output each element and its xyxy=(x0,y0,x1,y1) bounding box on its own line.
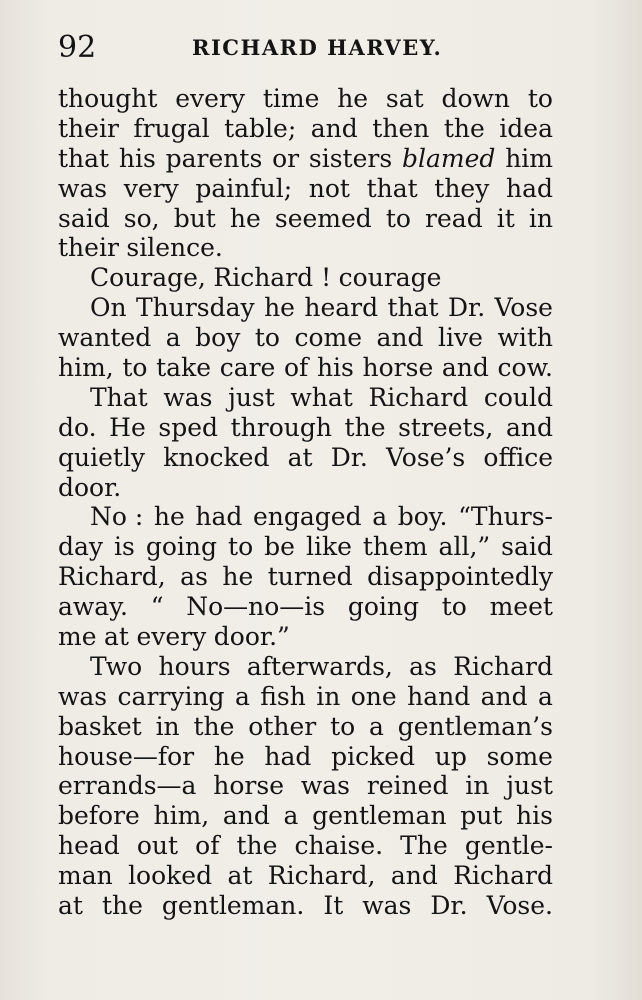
word: knocked xyxy=(163,442,270,472)
word: do. xyxy=(58,412,97,442)
word: the xyxy=(236,831,278,861)
word: that xyxy=(58,143,110,173)
word: that xyxy=(366,173,418,203)
word: was xyxy=(58,173,108,203)
word: horse xyxy=(362,353,434,383)
word: the xyxy=(443,113,485,143)
word: had xyxy=(264,741,312,771)
text-line xyxy=(58,263,553,293)
word: and xyxy=(222,801,270,831)
word: house—for xyxy=(58,741,195,771)
word: heard xyxy=(304,293,379,323)
word: as xyxy=(409,651,437,681)
word: he xyxy=(213,741,245,771)
word: could xyxy=(483,382,553,412)
word: his xyxy=(118,143,156,173)
word: at xyxy=(58,891,83,921)
word: a xyxy=(165,323,181,353)
word: gentle- xyxy=(464,831,553,861)
word: a xyxy=(369,711,384,741)
body-text xyxy=(58,84,553,921)
word: errands—a xyxy=(58,771,197,801)
word: so, xyxy=(123,203,160,233)
word: boy xyxy=(195,323,241,353)
word: and xyxy=(310,113,358,143)
word: engaged xyxy=(253,502,362,532)
text-line xyxy=(58,383,553,413)
word: hours xyxy=(158,651,231,681)
word: a xyxy=(372,502,388,532)
word: every xyxy=(136,622,207,652)
word: parents xyxy=(165,143,263,173)
word: He xyxy=(109,412,146,442)
word: was xyxy=(300,771,350,801)
word: to xyxy=(527,84,553,113)
word: meet xyxy=(489,592,553,622)
word: he xyxy=(153,502,185,532)
word: before xyxy=(58,801,140,831)
word: it xyxy=(496,203,515,233)
word: was xyxy=(163,382,213,412)
word: silence. xyxy=(126,233,223,263)
text-line xyxy=(58,532,553,562)
word: the xyxy=(193,711,235,741)
word: read xyxy=(425,203,483,233)
word: to xyxy=(385,203,411,233)
word: be xyxy=(264,532,295,562)
word: he xyxy=(222,562,254,592)
word: streets, xyxy=(398,412,494,442)
word: “Thurs- xyxy=(458,502,553,532)
word: picked xyxy=(331,741,416,771)
word: to xyxy=(330,711,356,741)
running-head: RICHARD HARVEY. xyxy=(192,35,443,60)
word: going xyxy=(347,592,420,622)
word: and xyxy=(376,323,424,353)
word: idea xyxy=(499,113,553,143)
word: all,” xyxy=(438,532,491,562)
word: hand xyxy=(407,681,471,711)
word: to xyxy=(254,323,280,353)
word: of xyxy=(283,353,309,383)
word: in xyxy=(528,203,553,233)
word: basket xyxy=(58,711,142,741)
word: disappointedly xyxy=(367,562,553,592)
text-line xyxy=(58,682,553,712)
word: at xyxy=(227,861,253,891)
word: Two xyxy=(90,651,143,681)
word: said xyxy=(58,203,110,233)
text-line xyxy=(58,562,553,592)
word: Richard xyxy=(453,861,553,891)
word: with xyxy=(497,323,553,353)
word: is xyxy=(114,532,135,562)
word: reined xyxy=(366,771,449,801)
word: up xyxy=(434,741,467,771)
text-line xyxy=(58,891,553,921)
word: to xyxy=(228,532,254,562)
page-number: 92 xyxy=(58,30,97,65)
word: Courage, xyxy=(90,263,206,293)
word: The xyxy=(400,831,448,861)
word: their xyxy=(58,233,119,263)
word: Richard ! xyxy=(213,263,332,293)
word: gentleman xyxy=(312,801,447,831)
word: me xyxy=(58,622,97,652)
word: carrying xyxy=(117,681,225,711)
word: live xyxy=(438,323,483,353)
text-line xyxy=(58,861,553,891)
text-line xyxy=(58,712,553,742)
word: but xyxy=(173,203,216,233)
word: sped xyxy=(158,412,218,442)
word: as xyxy=(180,562,208,592)
word: him, xyxy=(153,801,210,831)
word: was xyxy=(58,681,108,711)
word: gentleman. xyxy=(161,891,305,921)
word: Richard, xyxy=(58,562,166,592)
word: down xyxy=(441,84,511,113)
word: a xyxy=(283,801,299,831)
word: what xyxy=(290,382,353,412)
word: said xyxy=(501,532,553,562)
word: the xyxy=(344,412,386,442)
word: put xyxy=(460,801,503,831)
word: Vose xyxy=(494,293,553,323)
text-line xyxy=(58,443,553,473)
word: at xyxy=(287,442,313,472)
word: looked xyxy=(128,861,213,891)
text-line xyxy=(58,114,553,144)
text-line xyxy=(58,473,553,503)
word: frugal xyxy=(133,113,210,143)
word: horse xyxy=(213,771,285,801)
word: That xyxy=(90,382,148,412)
word: and xyxy=(505,412,553,442)
word: not xyxy=(308,173,350,203)
text-line xyxy=(58,204,553,234)
page-header xyxy=(58,28,558,68)
word: just xyxy=(506,771,553,801)
word: very xyxy=(123,173,179,203)
word: going xyxy=(145,532,218,562)
word: It xyxy=(323,891,344,921)
word: he xyxy=(264,293,295,323)
word: his xyxy=(316,353,354,383)
word: seemed xyxy=(274,203,372,233)
text-line xyxy=(58,502,553,532)
word: one xyxy=(350,681,397,711)
word: then xyxy=(372,113,430,143)
word: in xyxy=(316,681,341,711)
word: care xyxy=(219,353,276,383)
text-line xyxy=(58,413,553,443)
word: Richard, xyxy=(267,861,376,891)
word: office xyxy=(483,442,553,472)
text-line xyxy=(58,801,553,831)
word: his xyxy=(515,801,553,831)
word: him, xyxy=(58,353,114,383)
text-line xyxy=(58,293,553,323)
word: had xyxy=(505,173,553,203)
text-line xyxy=(58,144,553,174)
text-line xyxy=(58,622,553,652)
word: of xyxy=(195,831,220,861)
word: afterwards, xyxy=(246,651,393,681)
word: boy. xyxy=(397,502,448,532)
text-line xyxy=(58,353,553,383)
word: wanted xyxy=(58,323,152,353)
word: No—no—is xyxy=(186,592,326,622)
word: door.” xyxy=(213,622,290,652)
word: had xyxy=(195,502,243,532)
text-line xyxy=(58,174,553,204)
word: painful; xyxy=(195,173,293,203)
word: at xyxy=(104,622,129,652)
text-line xyxy=(58,233,553,263)
word: their xyxy=(58,113,119,143)
word: in xyxy=(155,711,180,741)
word: them xyxy=(362,532,428,562)
word: and xyxy=(480,681,528,711)
word: just xyxy=(228,382,275,412)
word: he xyxy=(337,84,369,113)
word: a xyxy=(538,681,553,711)
word: turned xyxy=(267,562,353,592)
word: head xyxy=(58,831,120,861)
word: through xyxy=(230,412,332,442)
word: Vose’s xyxy=(386,442,466,472)
word: Vose. xyxy=(486,891,553,921)
word: Dr. xyxy=(430,891,468,921)
word: other xyxy=(248,711,317,741)
word: away. xyxy=(58,592,128,622)
text-line xyxy=(58,84,553,114)
text-line xyxy=(58,592,553,622)
word: out xyxy=(136,831,179,861)
word: On xyxy=(90,293,127,323)
word: that xyxy=(387,293,439,323)
text-line xyxy=(58,831,553,861)
word: table; xyxy=(224,113,297,143)
word: sat xyxy=(385,84,424,113)
word: the xyxy=(101,891,143,921)
word: courage xyxy=(338,263,442,293)
word: cow. xyxy=(497,353,553,383)
word: fish xyxy=(260,681,306,711)
word: take xyxy=(156,353,212,383)
word: quietly xyxy=(58,442,146,472)
text-line xyxy=(58,323,553,353)
word: to xyxy=(441,592,467,622)
word: every xyxy=(175,84,246,113)
word: Richard xyxy=(453,651,553,681)
word: time xyxy=(262,84,320,113)
word: some xyxy=(486,741,553,771)
word: thought xyxy=(58,84,158,113)
text-line xyxy=(58,742,553,772)
word: Thursday xyxy=(135,293,255,323)
word: to xyxy=(122,353,148,383)
word: chaise. xyxy=(294,831,384,861)
word: Dr. xyxy=(447,293,486,323)
word: and xyxy=(441,353,489,383)
word: and xyxy=(390,861,438,891)
word: he xyxy=(229,203,261,233)
word: man xyxy=(58,861,113,891)
text-line xyxy=(58,652,553,682)
word: like xyxy=(305,532,352,562)
word: come xyxy=(294,323,363,353)
text-line xyxy=(58,771,553,801)
word: Dr. xyxy=(330,442,368,472)
word: day xyxy=(58,532,104,562)
word: him xyxy=(505,143,553,173)
word: door. xyxy=(58,472,122,502)
word: Richard xyxy=(368,382,469,412)
word: gentleman’s xyxy=(397,711,553,741)
word: No : xyxy=(90,502,144,532)
word: they xyxy=(434,173,490,203)
word: or xyxy=(272,143,300,173)
word: sisters xyxy=(308,143,393,173)
word: a xyxy=(234,681,250,711)
word: “ xyxy=(150,592,164,622)
word: in xyxy=(465,771,490,801)
word: was xyxy=(362,891,412,921)
word: blamed xyxy=(401,143,496,173)
